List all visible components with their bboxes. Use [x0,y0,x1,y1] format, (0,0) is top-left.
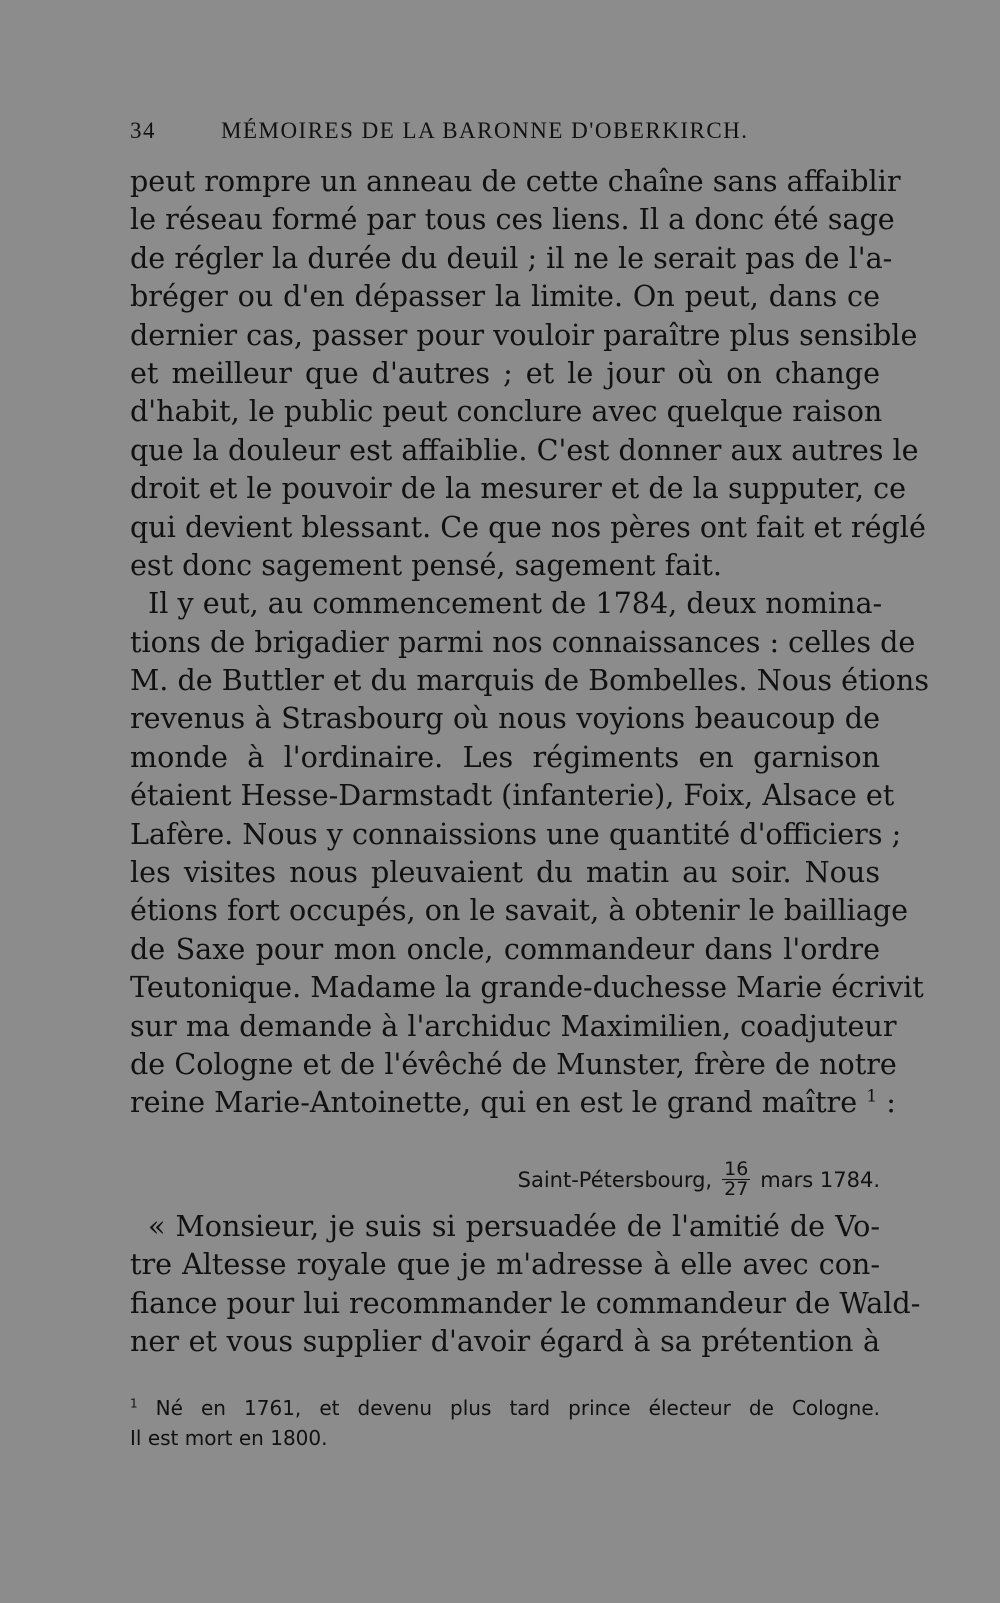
text-line: que la douleur est affaiblie. C'est donner aux autres le [130,432,919,467]
text-line: peut rompre un anneau de cette chaîne sans affaiblir [130,164,901,198]
text-line: sur ma demande à l'archiduc Maximilien, coadjuteur [130,1008,897,1043]
footnote-line [130,1393,880,1423]
text-line: étaient Hesse-Darmstadt (infanterie), Foix, Alsace et [130,778,895,813]
date-fraction [722,1160,750,1199]
text-line: ner et vous supplier d'avoir égard à sa prétention à [130,1324,880,1359]
text-line: de Saxe pour mon oncle, commandeur dans l'ordre [130,931,880,966]
letter-dateline [518,1160,880,1199]
footnote-text: Né en 1761, et devenu plus tard prince électeur de Cologne. [137,1396,880,1420]
text-line: d'habit, le public peut conclure avec quelque raison [130,394,883,429]
text-line: tre Altesse royale que je m'adresse à elle avec con- [130,1247,880,1282]
text-line: Il y eut, au commencement de 1784, deux nomina- [148,586,883,621]
text-line: qui devient blessant. Ce que nos pères ont fait et réglé [130,509,926,544]
text-line: « Monsieur, je suis si persuadée de l'amitié de Vo- [148,1209,880,1243]
text-line: étions fort occupés, on le savait, à obtenir le bailliage [130,893,909,928]
text-line: bréger ou d'en dépasser la limite. On peut, dans ce [130,279,880,314]
text-line: Lafère. Nous y connaissions une quantité d'officiers ; [130,816,902,851]
text-line: de Cologne et de l'évêché de Munster, frère de notre [130,1046,897,1081]
text-line: et meilleur que d'autres ; et le jour où on change [130,355,880,390]
text-line: le réseau formé par tous ces liens. Il a donc été sage [130,202,895,237]
main-text [130,162,929,1122]
text-line: revenus à Strasbourg où nous voyions beaucoup de [130,701,880,736]
dateline-month-year: mars 1784. [760,1167,880,1192]
text-line: est donc sagement pensé, sagement fait. [130,547,722,582]
text-line-with-note [130,1083,896,1121]
book-page [130,0,929,1603]
dateline-place: Saint-Pétersbourg, [517,1167,713,1192]
text-line: les visites nous pleuvaient du matin au soir. Nous [130,855,880,890]
footnote-line: Il est mort en 1800. [130,1426,328,1450]
page-number: 34 [130,118,156,143]
footnote [130,1393,880,1453]
fraction-denominator: 27 [724,1178,749,1200]
text-fragment: : [877,1085,896,1120]
text-line: M. de Buttler et du marquis de Bombelles. Nous étions [130,663,929,698]
text-fragment: reine Marie-Antoinette, qui en est le grand maître [130,1085,858,1120]
running-head: MÉMOIRES DE LA BARONNE D'OBERKIRCH. [221,118,749,143]
text-line: monde à l'ordinaire. Les régiments en garnison [130,739,880,774]
text-line: fiance pour lui recommander le commandeur de Wald- [130,1285,921,1320]
paragraph-1 [130,162,926,584]
fraction-numerator: 16 [724,1158,749,1180]
text-line: droit et le pouvoir de la mesurer et de la supputer, ce [130,471,907,506]
letter-text [130,1207,921,1361]
paragraph-2 [130,584,929,1121]
text-line: Teutonique. Madame la grande-duchesse Marie écrivit [130,970,924,1005]
text-line: dernier cas, passer pour vouloir paraître plus sensible [130,317,918,352]
footnote-marker: 1 [130,1396,138,1411]
text-line: de régler la durée du deuil ; il ne le serait pas de l'a- [130,240,893,275]
footnote-ref: 1 [866,1086,878,1107]
text-line: tions de brigadier parmi nos connaissances : celles de [130,624,916,659]
